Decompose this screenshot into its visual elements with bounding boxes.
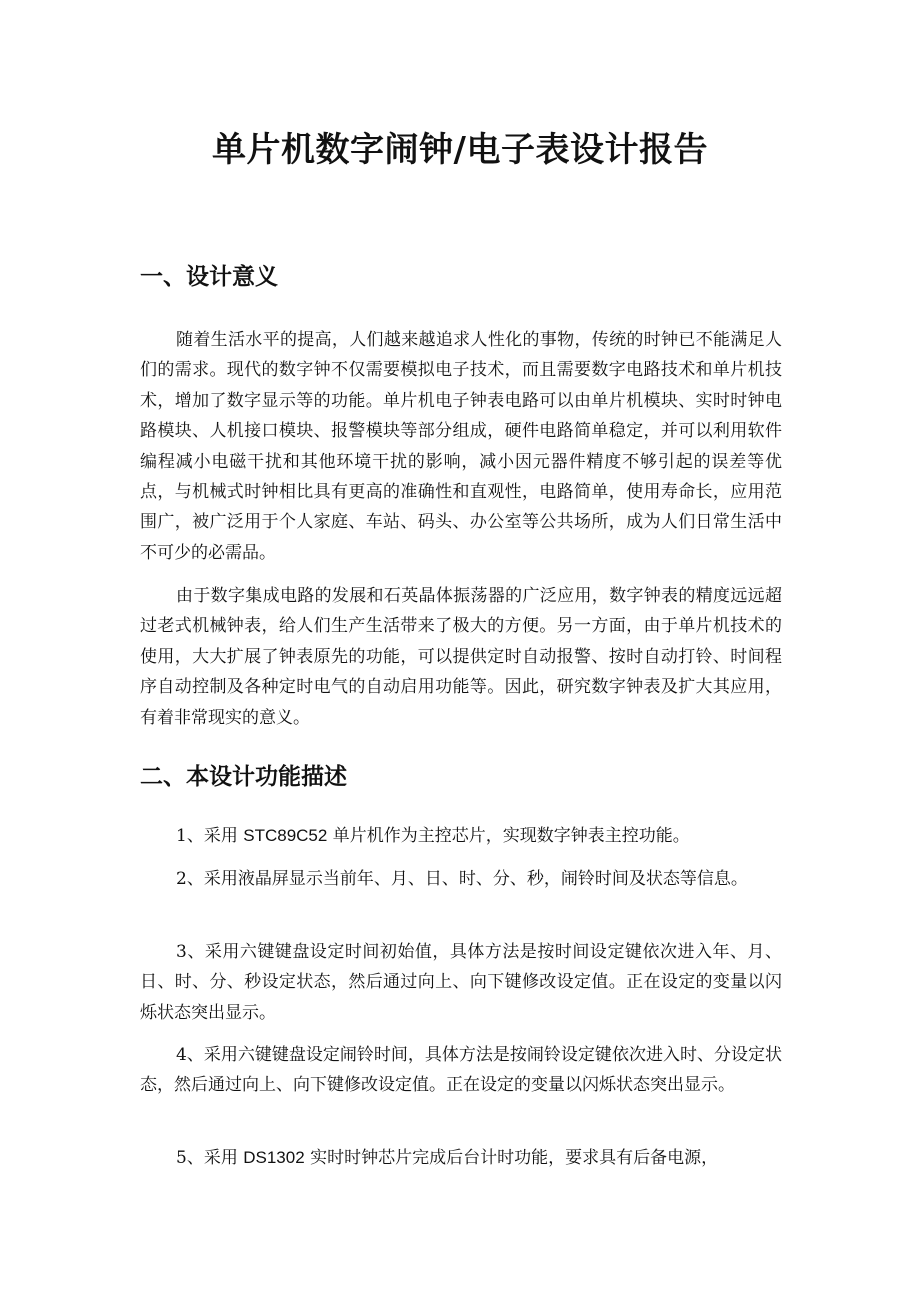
function-item-1-text: 单片机作为主控芯片，实现数字钟表主控功能。 <box>327 826 690 846</box>
function-item-2: 2、采用液晶屏显示当前年、月、日、时、分、秒，闹铃时间及状态等信息。 <box>176 869 748 889</box>
function-item-4: 4、采用六键键盘设定闹铃时间，具体方法是按闹铃设定键依次进入时、分设定状态，然后通过向上、向下键修改设定值。正在设定的变量以闪烁状态突出显示。 <box>140 1045 782 1096</box>
section-heading-function-description: 二、本设计功能描述 <box>140 764 347 790</box>
paragraph-significance-1: 随着生活水平的提高，人们越来越追求人性化的事物，传统的时钟已不能满足人们的需求。现代的数字钟不仅需要模拟电子技术，而且需要数字电路技术和单片机技术，增加了数字显示等的功能。单片机电子钟表电路可以由单片机模块、实时时钟电路模块、人机接口模块、报警模块等部分组成，硬件电路简单稳定，并可以利用软件编程减小电磁干扰和其他环境干扰的影响，减小因元器件精度不够引起的误差等优点，与机械式时钟相比具有更高的准确性和直观性，电路简单，使用寿命长，应用范围广，被广泛用于个人家庭、车站、码头、办公室等公共场所，成为人们日常生活中不可少的必需品。 <box>140 330 782 563</box>
section-heading-design-significance: 一、设计意义 <box>140 264 278 290</box>
chip-model-ds1302: DS1302 <box>243 1148 305 1167</box>
chip-model-stc89c52: STC89C52 <box>243 826 328 845</box>
function-item-5 <box>140 1143 782 1173</box>
paragraph-significance-2: 由于数字集成电路的发展和石英晶体振荡器的广泛应用，数字钟表的精度远远超过老式机械钟表，给人们生产生活带来了极大的方便。另一方面，由于单片机技术的使用，大大扩展了钟表原先的功能，可以提供定时自动报警、按时自动打铃、时间程序自动控制及各种定时电气的自动启用功能等。因此，研究数字钟表及扩大其应用，有着非常现实的意义。 <box>140 586 782 728</box>
function-item-5-text: 实时时钟芯片完成后台计时功能，要求具有后备电源， <box>304 1148 719 1168</box>
function-item-1-prefix: 1、采用 <box>176 826 244 846</box>
function-item-3: 3、采用六键键盘设定时间初始值，具体方法是按时间设定键依次进入年、月、日、时、分、秒设定状态，然后通过向上、向下键修改设定值。正在设定的变量以闪烁状态突出显示。 <box>140 942 782 1023</box>
function-item-5-prefix: 5、采用 <box>176 1148 244 1168</box>
function-item-1 <box>140 821 782 851</box>
document-title: 单片机数字闹钟/电子表设计报告 <box>212 130 708 170</box>
